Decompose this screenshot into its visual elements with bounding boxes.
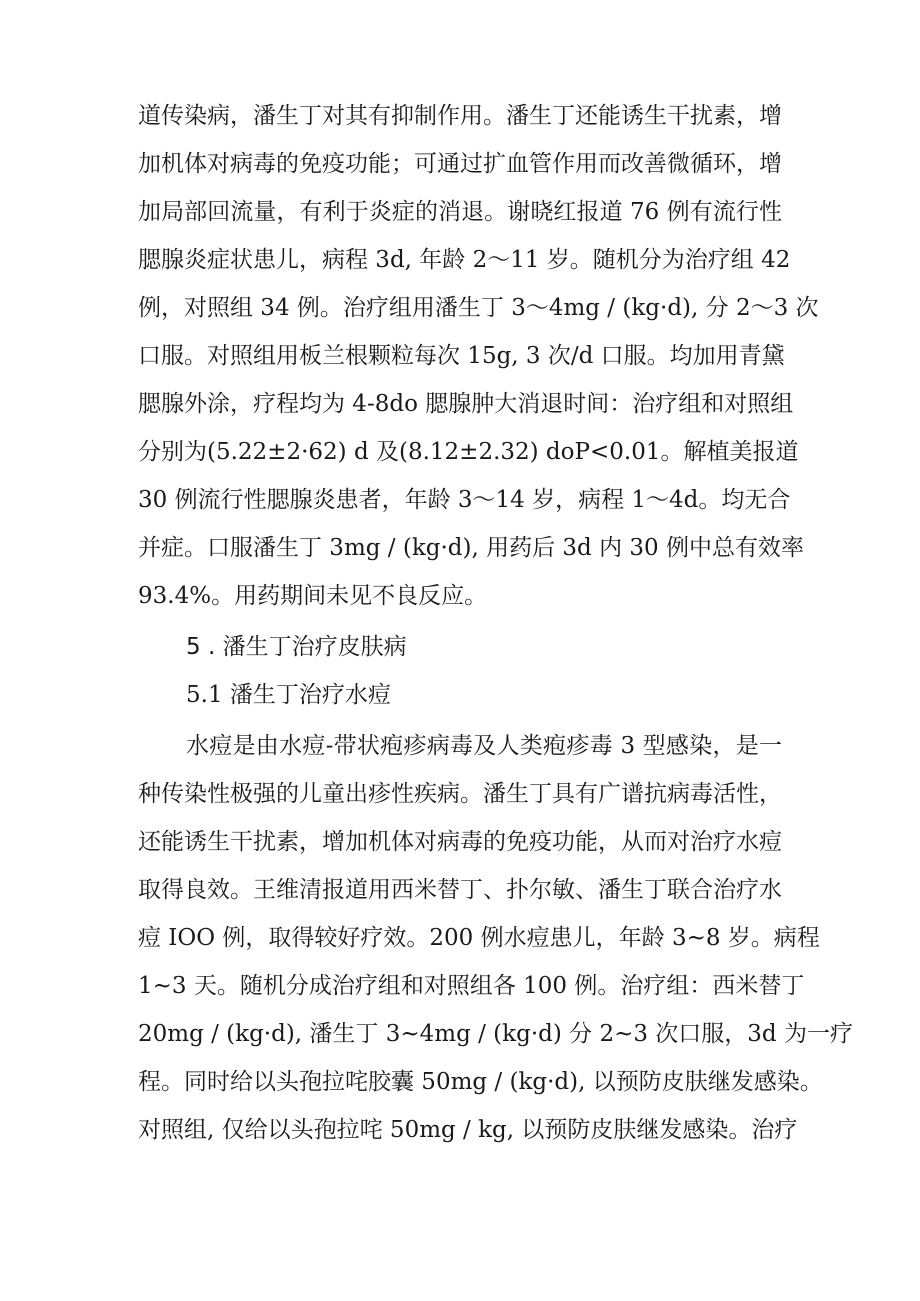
paragraph-2-line: 20mg / (kg·d), 潘生丁 3~4mg / (kg·d) 分 2~3 次口服，3d 为一疗 xyxy=(138,1021,853,1047)
paragraph-1-line: 道传染病，潘生丁对其有抑制作用。潘生丁还能诱生干扰素，增 xyxy=(138,103,782,129)
paragraph-2-line: 1~3 天。随机分成治疗组和对照组各 100 例。治疗组：西米替丁 xyxy=(138,973,805,999)
paragraph-1-line: 93.4%。用药期间未见不良反应。 xyxy=(138,583,488,609)
paragraph-2-line: 程。同时给以头孢拉咤胶囊 50mg / (kg·d), 以预防皮肤继发感染。 xyxy=(138,1069,823,1095)
paragraph-2-line: 取得良效。王维清报道用西米替丁、扑尔敏、潘生丁联合治疗水 xyxy=(138,877,782,903)
paragraph-2-line: 还能诱生干扰素，增加机体对病毒的免疫功能，从而对治疗水痘 xyxy=(138,829,782,855)
paragraph-1-line: 加机体对病毒的免疫功能；可通过扩血管作用而改善微循环，增 xyxy=(138,151,782,177)
paragraph-2-line: 水痘是由水痘-带状疱疹病毒及人类疱疹毒 3 型感染，是一 xyxy=(186,733,782,759)
subsection-heading: 5.1 潘生丁治疗水痘 xyxy=(186,682,391,708)
paragraph-2-line: 痘 IOO 例，取得较好疗效。200 例水痘患儿，年龄 3~8 岁。病程 xyxy=(138,925,820,951)
section-heading: 5 . 潘生丁治疗皮肤病 xyxy=(186,634,407,660)
paragraph-2-line: 种传染性极强的儿童出疹性疾病。潘生丁具有广谱抗病毒活性， xyxy=(138,781,782,807)
paragraph-1-line: 口服。对照组用板兰根颗粒每次 15g, 3 次/d 口服。均加用青黛 xyxy=(138,343,785,369)
paragraph-1-line: 加局部回流量，有利于炎症的消退。谢晓红报道 76 例有流行性 xyxy=(138,199,782,225)
paragraph-1-line: 腮腺炎症状患儿，病程 3d, 年龄 2～11 岁。随机分为治疗组 42 xyxy=(138,247,791,273)
paragraph-1-line: 并症。口服潘生丁 3mg / (kg·d), 用药后 3d 内 30 例中总有效率 xyxy=(138,535,804,561)
paragraph-1-line: 分别为(5.22±2·62) d 及(8.12±2.32) doP<0.01。解植美报道 xyxy=(138,439,799,465)
paragraph-1-line: 腮腺外涂，疗程均为 4-8do 腮腺肿大消退时间：治疗组和对照组 xyxy=(138,391,794,417)
paragraph-1-line: 30 例流行性腮腺炎患者，年龄 3～14 岁，病程 1～4d。均无合 xyxy=(138,487,791,513)
paragraph-2-line: 对照组, 仅给以头孢拉咤 50mg / kg, 以预防皮肤继发感染。治疗 xyxy=(138,1117,798,1143)
paragraph-1-line: 例，对照组 34 例。治疗组用潘生丁 3～4mg / (kg·d), 分 2～3 次 xyxy=(138,295,819,321)
